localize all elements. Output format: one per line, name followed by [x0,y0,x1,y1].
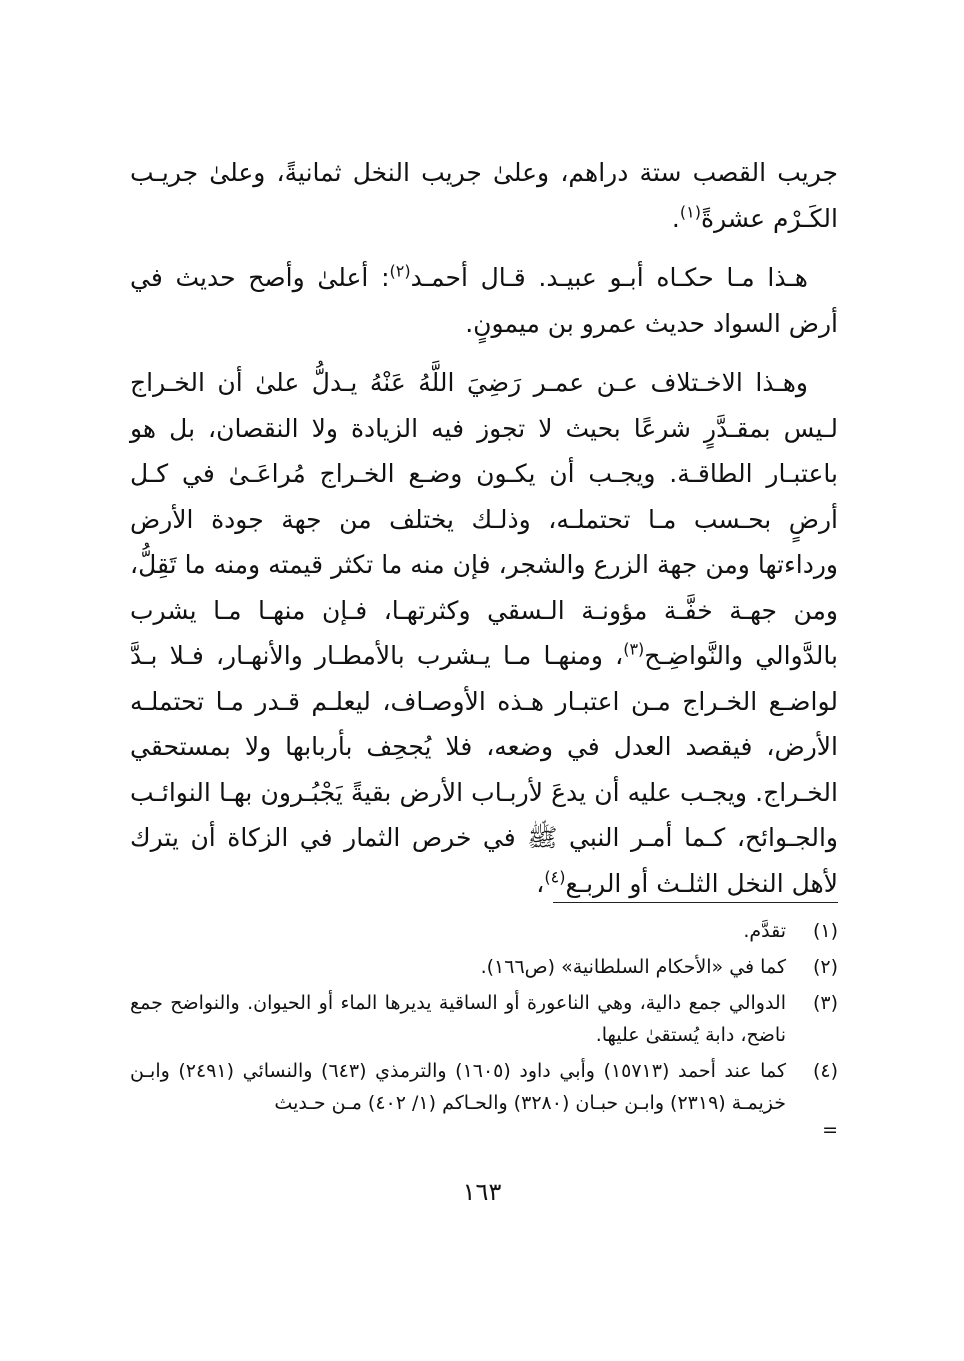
footnote-1-text: تقدَّم. [743,920,786,942]
footnote-3 [130,987,838,1051]
footnote-4-number: (٤) [812,1060,838,1082]
footnotes [130,915,838,1141]
continuation-mark: = [822,1119,838,1141]
paragraph-1-text: جريب القصب ستة دراهم، وعلىٰ جريب النخل ثمانيةً، وعلىٰ جريـب الكَـرْم عشرةً [130,158,838,233]
paragraph-3-tail: ، ومنهـا مـا يـشرب بالأمطـار والأنهـار، فـلا بـدَّ لواضـع الخـراج مـن اعتبـار هـذه الأوصـاف، ليعلـم قـدر مـا تحتملـه الأرض، فيقصد العدل في وضعه، فلا يُجحِف بأربابها ولا بمستحقي الخـراج. ويجـب عليه أن يدعَ لأربـاب الأرض بقيةً يَجْبُـرون بهـا النوائـب والجـوائح، كـما أمـر النبي ﷺ في خرص الثمار في الزكاة أن يترك لأهل النخل الثلـث أو الربـع [130,641,838,898]
footnote-1-number: (١) [812,920,838,942]
footnote-ref-2: (٢) [389,261,411,281]
paragraph-2-text: هـذا مـا حكـاه أبـو عبيـد. قـال أحمـد [410,263,808,292]
footnote-3-number: (٣) [812,992,838,1014]
footnote-ref-4: (٤) [544,867,566,887]
footnote-4 [130,1055,838,1119]
footnote-2-text: كما في «الأحكام السلطانية» (ص١٦٦). [480,956,786,978]
footnote-2 [130,951,838,983]
paragraph-1-tail: . [671,203,680,233]
paragraph-3 [130,360,838,906]
paragraph-3-tail-2: ، [536,868,545,898]
footnote-4-text: كما عند أحمد (١٥٧١٣) وأبي داود (١٦٠٥) والترمذي (٦٤٣) والنسائي (٢٤٩١) وابـن خزيمـة (٢٣١٩) وابـن حبـان (٣٢٨٠) والحـاكم (١/ ٤٠٢) مـن حـديث [130,1060,786,1114]
page-number: ١٦٣ [462,1178,502,1206]
paragraph-3-text: وهـذا الاخـتلاف عـن عمـر رَضِيَ اللَّهُ عَنْهُ يـدلُّ علىٰ أن الخـراج لـيس بمقـدَّرٍ شرعًا بحيث لا تجوز فيه الزيادة ولا النقصان، بل هو باعتبـار الطاقـة. ويجـب أن يكـون وضـع الخـراج مُراعَـىٰ في كـل أرضٍ بحـسب مـا تحتملـه، وذلـك يختلف من جهة جودة الأرض ورداءتها ومن جهة الزرع والشجر، فإن منه ما تكثر قيمته ومنه ما تَقِلُّ، ومن جهـة خفَّـة مؤونـة الـسقي وكثرتهـا، فـإن منهـا مـا يشرب بالدَّوالي والنَّواضِـح [130,368,838,670]
footnote-2-number: (٢) [812,956,838,978]
footnote-ref-3: (٣) [623,639,645,659]
footnote-separator [553,902,838,903]
footnote-ref-1: (١) [679,202,701,222]
paragraph-2-tail: : أعلىٰ وأصح حديث في أرض السواد حديث عمرو بن ميمونٍ. [130,263,838,338]
paragraph-2 [130,255,838,346]
paragraph-1 [130,150,838,241]
footnote-3-text: الدوالي جمع دالية، وهي الناعورة أو الساقية يديرها الماء أو الحيوان. والنواضح جمع ناضح، دابة يُستقىٰ عليها. [130,992,786,1046]
main-text [130,150,838,920]
footnote-1 [130,915,838,947]
